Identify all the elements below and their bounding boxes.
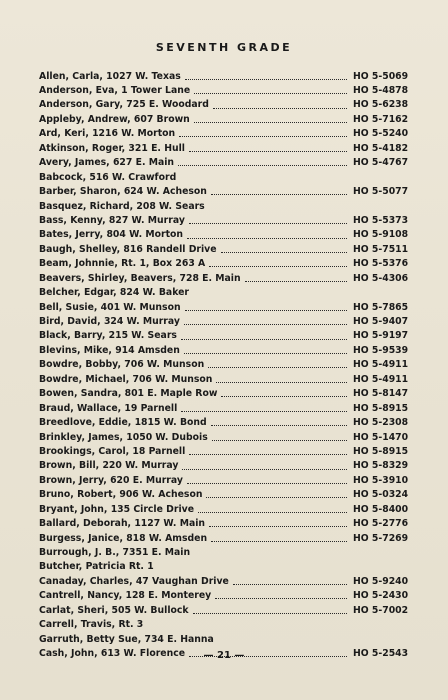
list-item bbox=[39, 358, 407, 372]
phone-number: HO 5-5373 bbox=[353, 214, 409, 226]
student-name-address: Carlat, Sheri, 505 W. Bullock bbox=[39, 604, 189, 616]
phone-number: HO 5-9197 bbox=[353, 330, 409, 342]
student-name-address: Ard, Keri, 1216 W. Morton bbox=[39, 128, 176, 140]
student-name-address: Atkinson, Roger, 321 E. Hull bbox=[39, 142, 185, 154]
dot-leader bbox=[182, 469, 347, 470]
dot-leader bbox=[209, 266, 347, 267]
phone-number: HO 5-4878 bbox=[353, 85, 409, 96]
dot-leader bbox=[193, 613, 347, 614]
dot-leader bbox=[245, 281, 347, 282]
dot-leader bbox=[185, 79, 347, 80]
dot-leader bbox=[179, 136, 347, 137]
list-item bbox=[39, 517, 407, 531]
list-item bbox=[39, 286, 407, 300]
phone-number: HO 5-4911 bbox=[353, 373, 409, 385]
list-item bbox=[39, 603, 407, 617]
list-item bbox=[39, 141, 407, 155]
student-name-address: Breedlove, Eddie, 1815 W. Bond bbox=[39, 417, 207, 429]
student-name-address: Bass, Kenny, 827 W. Murray bbox=[39, 214, 185, 226]
phone-number: HO 5-2776 bbox=[353, 518, 409, 530]
student-name-address: Beavers, Shirley, Beavers, 728 E. Main bbox=[39, 272, 241, 284]
student-name-address: Cantrell, Nancy, 128 E. Monterey bbox=[39, 590, 212, 602]
phone-number: HO 5-7002 bbox=[353, 604, 409, 616]
dot-leader bbox=[209, 526, 347, 527]
phone-number: HO 5-4306 bbox=[353, 272, 409, 284]
phone-number: HO 5-2430 bbox=[353, 590, 409, 602]
student-name-address: Ballard, Deborah, 1127 W. Main bbox=[39, 518, 206, 530]
phone-number: HO 5-0324 bbox=[353, 489, 409, 501]
student-name-address: Blevins, Mike, 914 Amsden bbox=[39, 344, 180, 356]
dot-leader bbox=[221, 252, 347, 253]
student-name-address: Bowen, Sandra, 801 E. Maple Row bbox=[39, 388, 218, 400]
list-item bbox=[39, 444, 407, 458]
student-name-address: Bird, David, 324 W. Murray bbox=[39, 316, 180, 327]
page-number: — 21 — bbox=[203, 650, 245, 661]
phone-number: HO 5-1470 bbox=[353, 431, 409, 443]
list-item bbox=[39, 372, 407, 386]
student-name-address: Bates, Jerry, 804 W. Morton bbox=[39, 229, 184, 241]
list-item bbox=[39, 213, 407, 227]
dot-leader bbox=[187, 483, 347, 484]
list-item bbox=[39, 314, 407, 328]
student-name-address: Bell, Susie, 401 W. Munson bbox=[39, 301, 181, 313]
phone-number: HO 5-7162 bbox=[353, 113, 409, 125]
student-name-address: Babcock, 516 W. Crawford bbox=[39, 171, 177, 183]
list-item bbox=[39, 257, 407, 271]
phone-number: HO 5-8329 bbox=[353, 460, 409, 472]
list-item bbox=[39, 170, 407, 184]
list-item bbox=[39, 185, 407, 199]
student-name-address: Burrough, J. B., 7351 E. Main bbox=[39, 547, 191, 558]
phone-number: HO 5-5376 bbox=[353, 258, 409, 270]
student-name-address: Bowdre, Michael, 706 W. Munson bbox=[39, 373, 213, 385]
student-name-address: Braud, Wallace, 19 Parnell bbox=[39, 402, 178, 414]
phone-number: HO 5-4182 bbox=[353, 142, 409, 154]
dot-leader bbox=[189, 454, 347, 455]
phone-number: HO 5-5240 bbox=[353, 128, 409, 140]
dot-leader bbox=[184, 324, 347, 325]
phone-number: HO 5-9240 bbox=[353, 575, 409, 587]
phone-number: HO 5-2308 bbox=[353, 417, 409, 429]
dot-leader bbox=[213, 108, 347, 109]
student-name-address: Baugh, Shelley, 816 Randell Drive bbox=[39, 243, 217, 255]
student-name-address: Carrell, Travis, Rt. 3 bbox=[39, 619, 144, 631]
student-name-address: Brown, Jerry, 620 E. Murray bbox=[39, 474, 183, 486]
student-name-address: Burgess, Janice, 818 W. Amsden bbox=[39, 532, 208, 544]
phone-number: HO 5-8400 bbox=[353, 503, 409, 515]
list-item bbox=[39, 69, 407, 83]
phone-number: HO 5-4767 bbox=[353, 157, 409, 169]
list-item bbox=[39, 199, 407, 213]
student-name-address: Bryant, John, 135 Circle Drive bbox=[39, 503, 195, 515]
list-item bbox=[39, 127, 407, 141]
list-item bbox=[39, 589, 407, 603]
list-item bbox=[39, 574, 407, 588]
dot-leader bbox=[215, 598, 347, 599]
list-item bbox=[39, 271, 407, 285]
dot-leader bbox=[194, 93, 347, 94]
phone-number: HO 5-9108 bbox=[353, 229, 409, 241]
dot-leader bbox=[178, 165, 347, 166]
list-item bbox=[39, 502, 407, 516]
dot-leader bbox=[198, 512, 347, 513]
list-item bbox=[39, 329, 407, 343]
student-name-address: Belcher, Edgar, 824 W. Baker bbox=[39, 287, 190, 299]
phone-number: HO 5-2543 bbox=[353, 648, 409, 660]
list-item bbox=[39, 83, 407, 97]
list-item bbox=[39, 242, 407, 256]
list-item bbox=[39, 343, 407, 357]
dot-leader bbox=[211, 194, 347, 195]
list-item bbox=[39, 98, 407, 112]
dot-leader bbox=[211, 541, 347, 542]
list-item bbox=[39, 545, 407, 559]
page-title: SEVENTH GRADE bbox=[155, 41, 293, 54]
dot-leader bbox=[185, 310, 347, 311]
phone-number: HO 5-9407 bbox=[353, 316, 409, 327]
student-name-address: Appleby, Andrew, 607 Brown bbox=[39, 113, 190, 125]
list-item bbox=[39, 401, 407, 415]
list-item bbox=[39, 560, 407, 574]
dot-leader bbox=[208, 367, 347, 368]
student-name-address: Garruth, Betty Sue, 734 E. Hanna bbox=[39, 633, 214, 645]
dot-leader bbox=[221, 396, 347, 397]
dot-leader bbox=[211, 425, 347, 426]
dot-leader bbox=[184, 353, 347, 354]
list-item bbox=[39, 618, 407, 632]
student-name-address: Cash, John, 613 W. Florence bbox=[39, 648, 186, 660]
phone-number: HO 5-7865 bbox=[353, 301, 409, 313]
list-item bbox=[39, 112, 407, 126]
phone-number: HO 5-3910 bbox=[353, 474, 409, 486]
student-directory-list bbox=[39, 69, 407, 661]
phone-number: HO 5-6238 bbox=[353, 99, 409, 111]
phone-number: HO 5-7269 bbox=[353, 532, 409, 544]
list-item bbox=[39, 430, 407, 444]
student-name-address: Anderson, Eva, 1 Tower Lane bbox=[39, 85, 191, 96]
student-name-address: Canaday, Charles, 47 Vaughan Drive bbox=[39, 575, 229, 587]
dot-leader bbox=[233, 584, 347, 585]
dot-leader bbox=[189, 151, 347, 152]
student-name-address: Brookings, Carol, 18 Parnell bbox=[39, 445, 186, 457]
phone-number: HO 5-4911 bbox=[353, 359, 409, 371]
dot-leader bbox=[181, 411, 347, 412]
list-item bbox=[39, 632, 407, 646]
student-name-address: Barber, Sharon, 624 W. Acheson bbox=[39, 186, 207, 198]
student-name-address: Bowdre, Bobby, 706 W. Munson bbox=[39, 359, 205, 371]
dot-leader bbox=[216, 382, 347, 383]
list-item bbox=[39, 228, 407, 242]
student-name-address: Basquez, Richard, 208 W. Sears bbox=[39, 200, 205, 212]
list-item bbox=[39, 387, 407, 401]
list-item bbox=[39, 416, 407, 430]
student-name-address: Bruno, Robert, 906 W. Acheson bbox=[39, 489, 203, 501]
phone-number: HO 5-5069 bbox=[353, 70, 409, 82]
list-item bbox=[39, 473, 407, 487]
phone-number: HO 5-8147 bbox=[353, 388, 409, 400]
list-item bbox=[39, 459, 407, 473]
phone-number: HO 5-9539 bbox=[353, 344, 409, 356]
dot-leader bbox=[194, 122, 347, 123]
student-name-address: Avery, James, 627 E. Main bbox=[39, 157, 175, 169]
list-item bbox=[39, 531, 407, 545]
student-name-address: Brown, Bill, 220 W. Murray bbox=[39, 460, 179, 472]
dot-leader bbox=[189, 223, 347, 224]
list-item bbox=[39, 488, 407, 502]
dot-leader bbox=[206, 497, 347, 498]
student-name-address: Butcher, Patricia Rt. 1 bbox=[39, 561, 154, 573]
student-name-address: Anderson, Gary, 725 E. Woodard bbox=[39, 99, 209, 111]
phone-number: HO 5-8915 bbox=[353, 402, 409, 414]
list-item bbox=[39, 156, 407, 170]
phone-number: HO 5-5077 bbox=[353, 186, 409, 198]
student-name-address: Black, Barry, 215 W. Sears bbox=[39, 330, 177, 342]
dot-leader bbox=[181, 339, 347, 340]
dot-leader bbox=[187, 238, 347, 239]
student-name-address: Brinkley, James, 1050 W. Dubois bbox=[39, 431, 208, 443]
student-name-address: Beam, Johnnie, Rt. 1, Box 263 A bbox=[39, 258, 206, 270]
student-name-address: Allen, Carla, 1027 W. Texas bbox=[39, 70, 181, 82]
dot-leader bbox=[212, 440, 347, 441]
list-item bbox=[39, 300, 407, 314]
phone-number: HO 5-7511 bbox=[353, 243, 409, 255]
phone-number: HO 5-8915 bbox=[353, 445, 409, 457]
